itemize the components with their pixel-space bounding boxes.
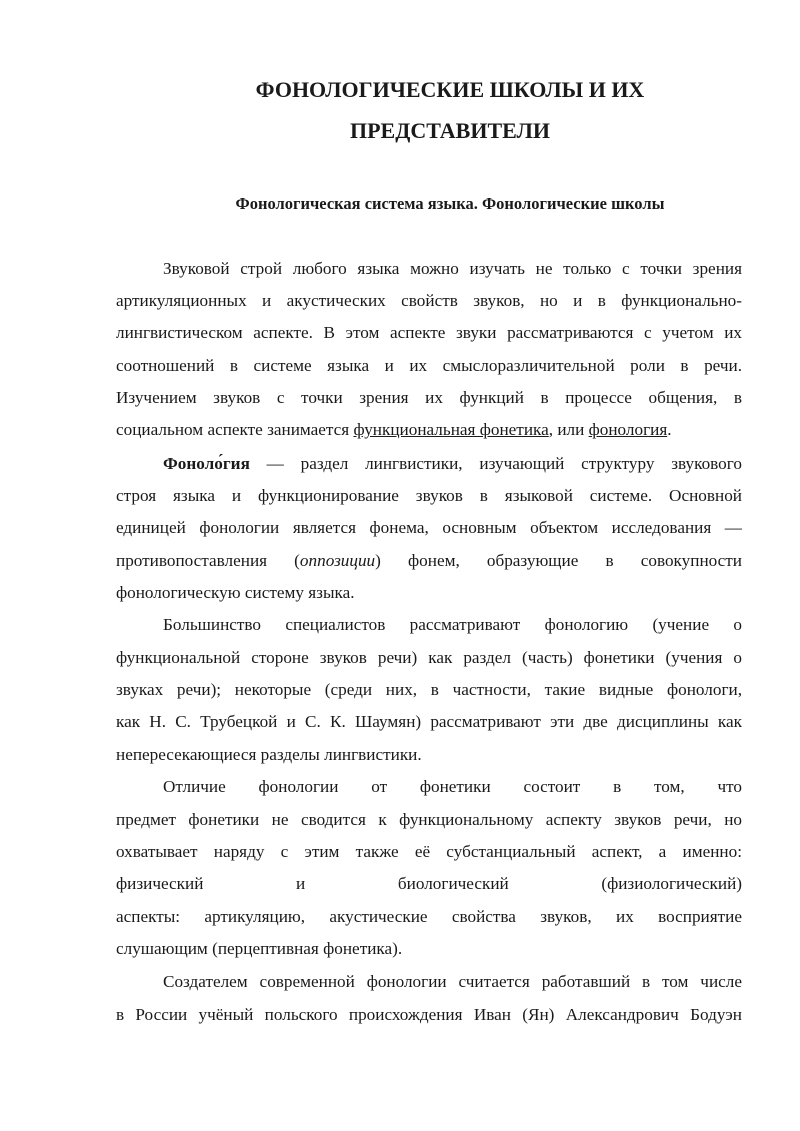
functional-phonetics-link[interactable]: функциональная фонетика: [353, 420, 549, 439]
paragraph1-line6-text: социальном аспекте занимается: [116, 420, 354, 439]
paragraph3-line3: звуках речи); некоторые (среди них, в частности, такие видные фонологи,: [116, 680, 742, 699]
phonology-term: Фоноло́гия: [163, 454, 250, 473]
paragraph3-line2: функциональной стороне звуков речи) как раздел (часть) фонетики (учения о: [116, 648, 742, 667]
paragraph2-line5: фонологическую систему языка.: [116, 583, 355, 602]
paragraph1-line6: [116, 414, 742, 446]
paragraph5-line1: Создателем современной фонологии считается работавший в том числе: [163, 972, 742, 991]
oppositions-term: оппозиции: [299, 551, 376, 570]
paragraph4-line3: охватывает наряду с этим также её субстанциальный аспект, а именно:: [116, 842, 742, 861]
paragraph5-line2: в России учёный польского происхождения Иван (Ян) Александрович Бодуэн: [116, 1005, 742, 1024]
paragraph2-line2: строя языка и функционирование звуков в языковой системе. Основной: [116, 486, 742, 505]
paragraph4-line1: Отличие фонологии от фонетики состоит в том, что: [163, 777, 742, 796]
section-subtitle: Фонологическая система языка. Фонологические школы: [235, 194, 665, 213]
paragraph2-line1-text: — раздел лингвистики, изучающий структуру звукового: [249, 454, 742, 473]
paragraph2-line3: единицей фонологии является фонема, основным объектом исследования —: [116, 518, 742, 537]
paragraph1-line4: соотношений в системе языка и их смыслоразличительной роли в речи.: [116, 356, 742, 375]
phonology-link[interactable]: фонология: [588, 420, 668, 439]
document-title-line1: ФОНОЛОГИЧЕСКИЕ ШКОЛЫ И ИХ: [255, 77, 645, 102]
paragraph1-line6-separator: , или: [548, 420, 589, 439]
paragraph2-line4-pre: противопоставления (: [116, 551, 300, 570]
paragraph4-line4: физический и биологический (физиологический): [116, 874, 742, 893]
paragraph4-line5: аспекты: артикуляцию, акустические свойства звуков, их восприятие: [116, 907, 742, 926]
paragraph1-line3: лингвистическом аспекте. В этом аспекте звуки рассматриваются с учетом их: [116, 323, 742, 342]
paragraph1-line2: артикуляционных и акустических свойств звуков, но и в функционально-: [116, 291, 742, 310]
paragraph1-line1: Звуковой строй любого языка можно изучать не только с точки зрения: [163, 259, 742, 278]
paragraph1-line5: Изучением звуков с точки зрения их функций в процессе общения, в: [116, 388, 742, 407]
paragraph4-line2: предмет фонетики не сводится к функциональному аспекту звуков речи, но: [116, 810, 742, 829]
paragraph3-line4: как Н. С. Трубецкой и С. К. Шаумян) рассматривают эти две дисциплины как: [116, 712, 742, 731]
document-title-line2: ПРЕДСТАВИТЕЛИ: [349, 118, 551, 143]
paragraph2-line4: [116, 545, 742, 577]
paragraph3-line5: непересекающиеся разделы лингвистики.: [116, 745, 422, 764]
paragraph1-line6-end: .: [667, 420, 672, 439]
paragraph3-line1: Большинство специалистов рассматривают фонологию (учение о: [163, 615, 742, 634]
paragraph2-line4-post: ) фонем, образующие в совокупности: [375, 551, 743, 570]
paragraph4-line6: слушающим (перцептивная фонетика).: [116, 939, 403, 958]
paragraph2-line1: [163, 448, 742, 480]
